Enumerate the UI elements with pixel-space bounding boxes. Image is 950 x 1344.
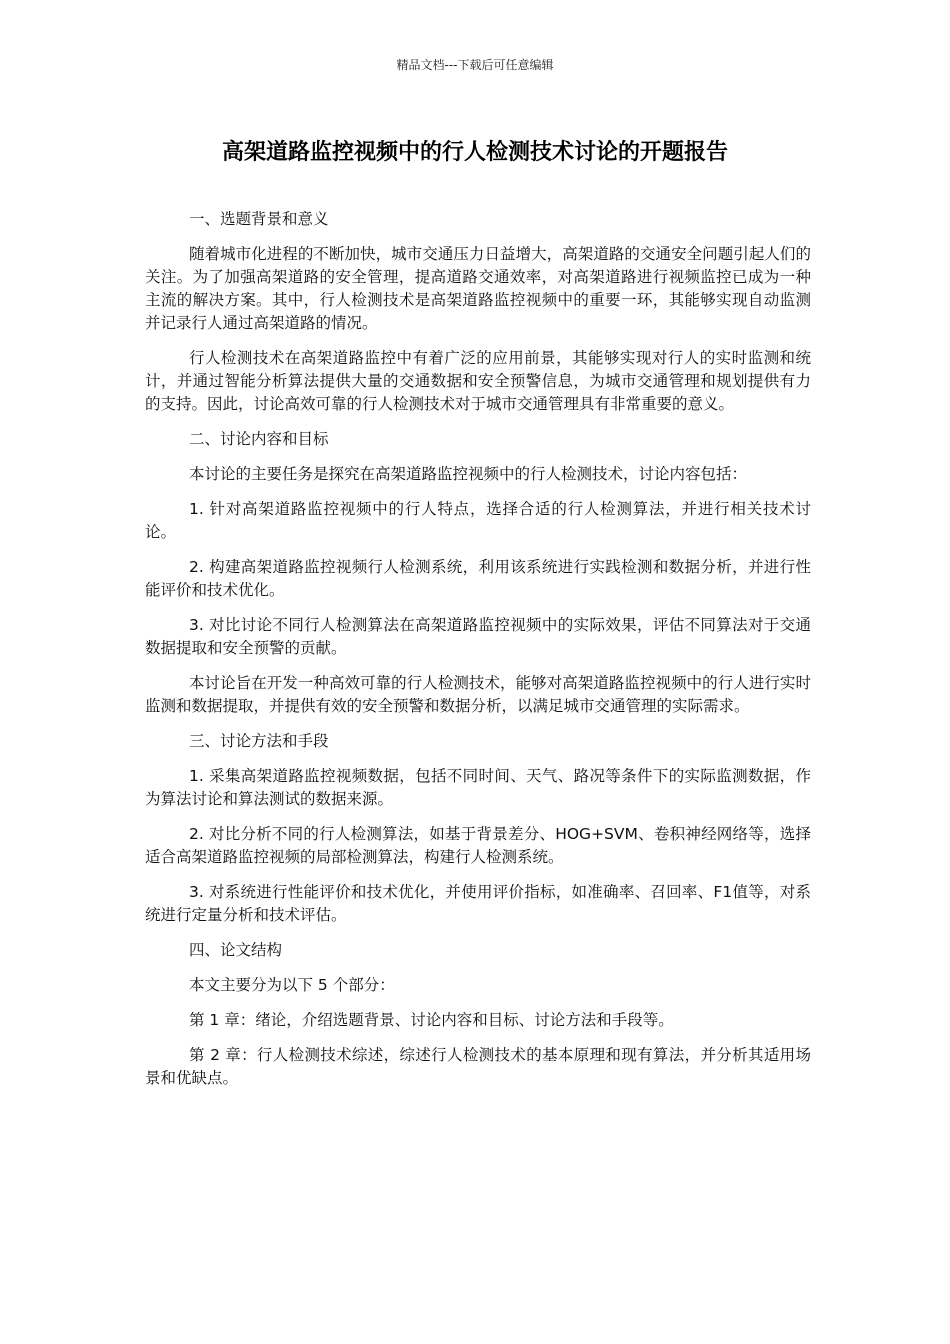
paragraph-background-1: 随着城市化进程的不断加快，城市交通压力日益增大，高架道路的交通安全问题引起人们的关注。为了加强高架道路的安全管理，提高道路交通效率，对高架道路进行视频监控已成为一种主流的解决方案。其中，行人检测技术是高架道路监控视频中的重要一环，其能够实现自动监测并记录行人通过高架道路的情况。 — [145, 245, 811, 332]
section-heading-background: 一、选题背景和意义 — [189, 210, 329, 228]
list-item-content-2: 2. 构建高架道路监控视频行人检测系统，利用该系统进行实践检测和数据分析，并进行性能评价和技术优化。 — [145, 558, 811, 599]
paragraph-chapter-2: 第 2 章：行人检测技术综述，综述行人检测技术的基本原理和现有算法，并分析其适用场景和优缺点。 — [145, 1046, 811, 1087]
paragraph-content-goal: 本讨论旨在开发一种高效可靠的行人检测技术，能够对高架道路监控视频中的行人进行实时监测和数据提取，并提供有效的安全预警和数据分析，以满足城市交通管理的实际需求。 — [145, 674, 811, 715]
paragraph-structure-intro: 本文主要分为以下 5 个部分： — [189, 976, 395, 994]
paragraph-chapter-1: 第 1 章：绪论，介绍选题背景、讨论内容和目标、讨论方法和手段等。 — [189, 1011, 674, 1029]
list-item-methods-2: 2. 对比分析不同的行人检测算法，如基于背景差分、HOG+SVM、卷积神经网络等，选择适合高架道路监控视频的局部检测算法，构建行人检测系统。 — [145, 825, 811, 866]
list-item-content-1: 1. 针对高架道路监控视频中的行人特点，选择合适的行人检测算法，并进行相关技术讨论。 — [145, 500, 811, 541]
paragraph-content-intro: 本讨论的主要任务是探究在高架道路监控视频中的行人检测技术，讨论内容包括： — [189, 465, 748, 483]
paragraph-background-2: 行人检测技术在高架道路监控中有着广泛的应用前景，其能够实现对行人的实时监测和统计，并通过智能分析算法提供大量的交通数据和安全预警信息，为城市交通管理和规划提供有力的支持。因此，讨论高效可靠的行人检测技术对于城市交通管理具有非常重要的意义。 — [145, 349, 811, 413]
list-item-methods-3: 3. 对系统进行性能评价和技术优化，并使用评价指标，如准确率、召回率、F1值等，对系统进行定量分析和技术评估。 — [145, 883, 811, 924]
page-title: 高架道路监控视频中的行人检测技术讨论的开题报告 — [221, 140, 728, 165]
section-heading-structure: 四、论文结构 — [189, 941, 283, 959]
list-item-content-3: 3. 对比讨论不同行人检测算法在高架道路监控视频中的实际效果，评估不同算法对于交通数据提取和安全预警的贡献。 — [145, 616, 811, 657]
section-heading-content: 二、讨论内容和目标 — [189, 430, 329, 448]
header-note: 精品文档---下载后可任意编辑 — [396, 58, 554, 72]
document-body — [145, 208, 811, 1102]
section-heading-methods: 三、讨论方法和手段 — [189, 732, 329, 750]
list-item-methods-1: 1. 采集高架道路监控视频数据，包括不同时间、天气、路况等条件下的实际监测数据，作为算法讨论和算法测试的数据来源。 — [145, 767, 811, 808]
